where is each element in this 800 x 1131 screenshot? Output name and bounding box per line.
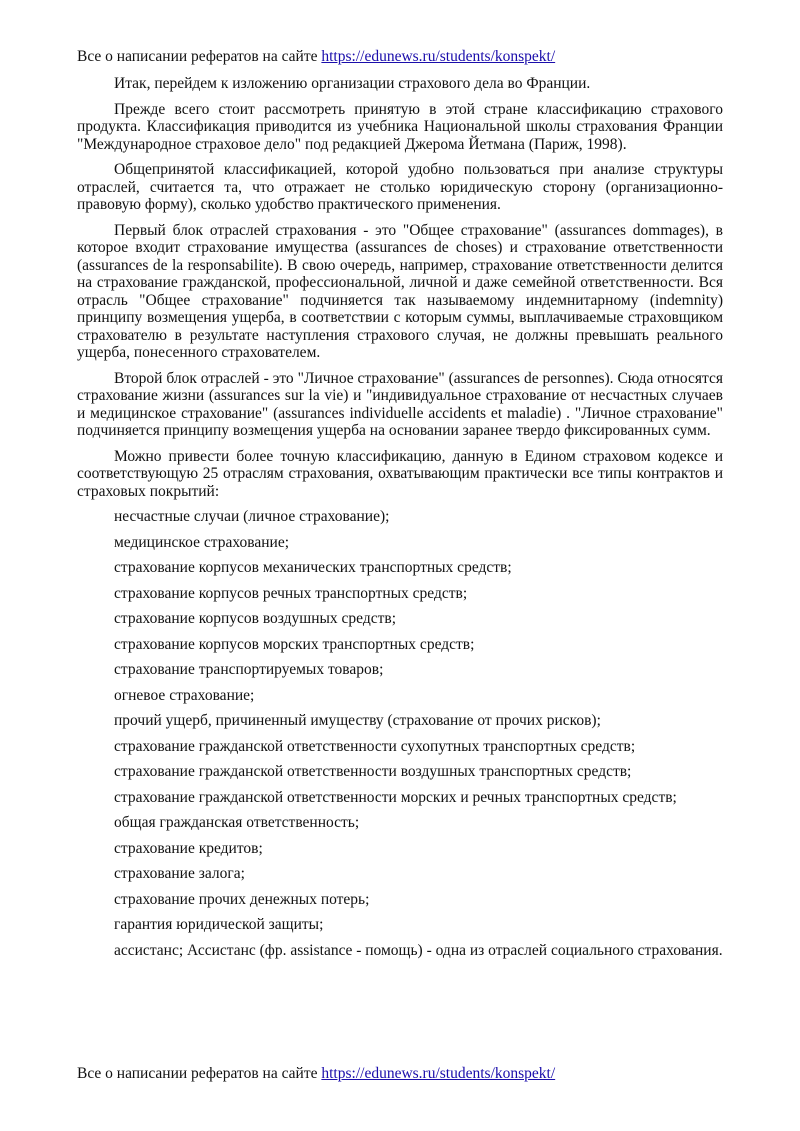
list-item: страхование корпусов воздушных средств; xyxy=(114,610,397,627)
paragraph-second-block: Второй блок отраслей - это "Личное страхование" (assurances de personnes). Сюда относятся страхование жизни (assurances sur la vie) и "индивидуальное страхование от несчастных случаев и медицинское страхование" (assurances individuelle accidents et maladie) . "Личное страхование" подчиняется принципу возмещения ущерба на основании заранее твердо фиксированных сумм. xyxy=(77,369,723,439)
document-body xyxy=(77,75,723,967)
list-item: страхование гражданской ответственности сухопутных транспортных средств; xyxy=(114,737,636,755)
list-item: страхование гражданской ответственности воздушных транспортных средств; xyxy=(114,763,632,780)
list-item: медицинское страхование; xyxy=(114,533,290,551)
list-item: прочий ущерб, причиненный имуществу (страхование от прочих рисков); xyxy=(114,712,601,729)
list-item: страхование транспортируемых товаров; xyxy=(114,661,384,678)
header-link[interactable]: https://edunews.ru/students/konspekt/ xyxy=(321,48,556,65)
list-item: страхование прочих денежных потерь; xyxy=(114,890,370,908)
footer-link[interactable]: https://edunews.ru/students/konspekt/ xyxy=(321,1065,556,1082)
paragraph-detailed-classification: Можно привести более точную классификацию, данную в Едином страховом кодексе и соответствующую 25 отраслям страхования, охватывающим практически все типы контрактов и страховых покрытий: xyxy=(77,447,723,500)
paragraph-classification: Прежде всего стоит рассмотреть принятую в этой стране классификацию страхового продукта. Классификация приводится из учебника Национальной школы страхования Франции "Международное страховое дело" под редакцией Джерома Йетмана (Париж, 1998). xyxy=(77,100,723,153)
paragraph-intro: Итак, перейдем к изложению организации страхового дела во Франции. xyxy=(114,75,591,92)
page-footer xyxy=(77,1065,737,1083)
insurance-branch-list xyxy=(77,508,723,959)
list-item: гарантия юридической защиты; xyxy=(114,916,324,933)
list-item: страхование корпусов механических транспортных средств; xyxy=(114,559,512,576)
list-item: страхование корпусов речных транспортных средств; xyxy=(114,584,468,602)
list-item: общая гражданская ответственность; xyxy=(114,814,360,831)
list-item: страхование кредитов; xyxy=(114,839,263,857)
list-item: страхование залога; xyxy=(114,865,245,882)
list-item: страхование гражданской ответственности морских и речных транспортных средств; xyxy=(114,788,677,806)
list-item: страхование корпусов морских транспортных средств; xyxy=(114,635,475,653)
header-text: Все о написании рефератов на сайте xyxy=(77,48,322,65)
list-item: огневое страхование; xyxy=(114,686,255,704)
paragraph-first-block: Первый блок отраслей страхования - это "Общее страхование" (assurances dommages), в которое входит страхование имущества (assurances de choses) и страхование ответственности (assurances de la responsabilite). В свою очередь, например, страхование ответственности делится на страхование гражданской, профессиональной, личной и даже семейной ответственности. Вся отрасль "Общее страхование" подчиняется так называемому индемнитарному (indemnity) принципу возмещения ущерба, в соответствии с которым суммы, выплачиваемые страховщиком страхователю в результате наступления страхового случая, не должны превышать реального ущерба, понесенного страхователем. xyxy=(77,221,723,361)
page-header xyxy=(77,48,737,66)
footer-text: Все о написании рефератов на сайте xyxy=(77,1065,322,1082)
list-item: ассистанс; Ассистанс (фр. assistance - помощь) - одна из отраслей социального страхования. xyxy=(114,941,723,959)
paragraph-general-classification: Общепринятой классификацией, которой удобно пользоваться при анализе структуры отраслей, считается та, что отражает не столько юридическую сторону (организационно-правовую форму), сколько удобство практического применения. xyxy=(77,161,723,213)
list-item: несчастные случаи (личное страхование); xyxy=(114,508,390,525)
